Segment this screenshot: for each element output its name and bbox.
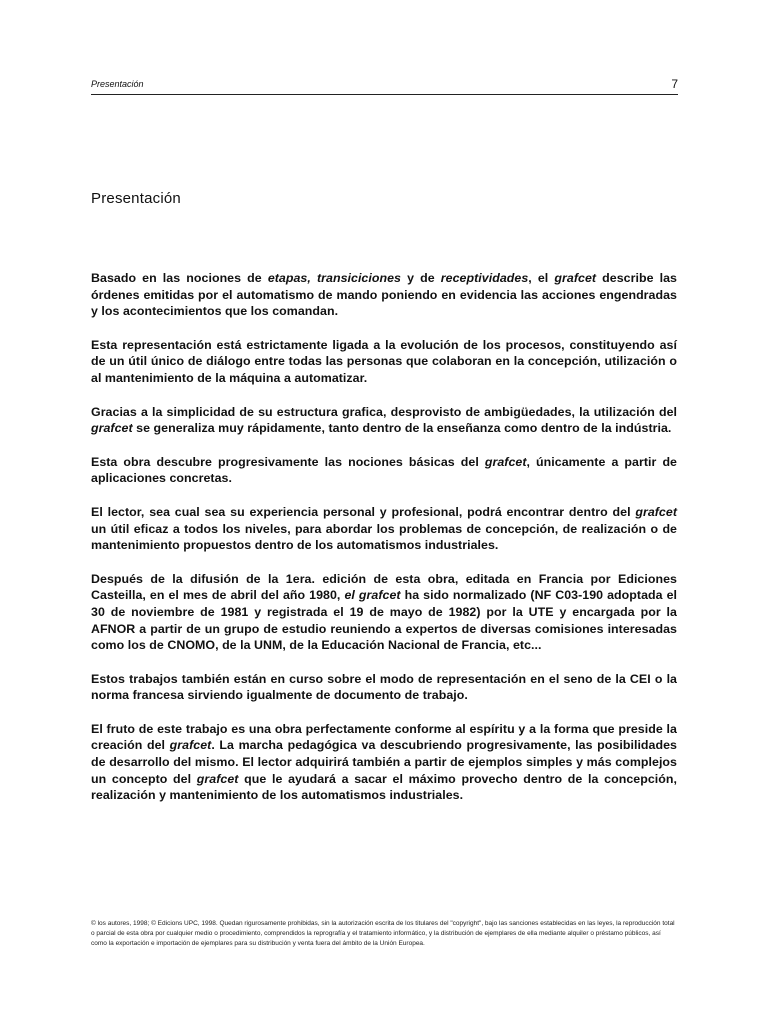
text-run: , el xyxy=(528,271,555,285)
text-run: ha sido normalizado (NF C03-190 adoptada el 30 de noviembre de 1981 y registrada el 19 de mayo de 1982) por la UTE y encargada por la AFNOR a partir de un grupo de estudio reuniendo a expertos de diversas comisiones interesadas como los de CNOMO, de la UNM, de la Educación Nacional de Francia, etc... xyxy=(91,588,678,653)
text-run: Esta obra descubre progresivamente las nociones básicas del xyxy=(91,454,485,469)
paragraph xyxy=(91,404,677,437)
section-title: Presentación xyxy=(91,190,181,207)
paragraph xyxy=(91,571,677,654)
text-run: Después de la difusión de la 1era. edición de esta obra, editada en Francia por Ediciones Casteilla, en el mes de abril del año 1980, xyxy=(91,571,677,603)
text-run: Basado en las nociones de xyxy=(91,271,268,285)
text-run: Gracias a la simplicidad de su estructura grafica, desprovisto de ambigüedades, la utilización del xyxy=(91,404,677,419)
copyright-footer: © los autores, 1998; © Edicions UPC, 1998. Quedan rigurosamente prohibidas, sin la autorización escrita de los titulares del "copyright", bajo las sanciones establecidas en las leyes, la reproducción total o parcial de esta obra por cualquier medio o procedimiento, comprendidos la reprografía y el tratamiento informático, y la distribución de ejemplares de ella mediante alquiler o préstamo públicos, así como la exportación e importación de ejemplares para su distribución y venta fuera del ámbito de la Unión Europea. xyxy=(91,920,675,948)
text-run: Esta representación está estrictamente ligada a la evolución de los procesos, constituyendo así de un útil único de diálogo entre todas las personas que colaboran en la concepción, utilización o al mantenimiento de la máquina a automatizar. xyxy=(91,337,677,385)
text-run: y de xyxy=(401,271,441,285)
italic-term: grafcet xyxy=(635,504,677,519)
text-run: se generaliza muy rápidamente, tanto dentro de la enseñanza como dentro de la indústria. xyxy=(132,421,672,436)
paragraph xyxy=(91,721,677,804)
italic-term: el grafcet xyxy=(344,588,401,603)
italic-term: grafcet xyxy=(91,421,133,436)
paragraph xyxy=(91,270,677,320)
text-run: , únicamente a partir de aplicaciones concretas. xyxy=(91,454,678,486)
italic-term: grafcet xyxy=(196,771,239,786)
running-title: Presentación xyxy=(91,79,144,89)
paragraph xyxy=(91,454,677,487)
text-run: El fruto de este trabajo es una obra perfectamente conforme al espíritu y a la forma que preside la creación del xyxy=(91,721,677,753)
text-run: Estos trabajos también están en curso sobre el modo de representación en el seno de la CEI o la norma francesa sirviendo igualmente de documento de trabajo. xyxy=(91,671,677,703)
paragraph xyxy=(91,337,677,387)
body-text xyxy=(91,270,677,821)
text-run: . La marcha pedagógica va descubriendo progresivamente, las posibilidades de desarrollo del mismo. El lector adquirirá también a partir de ejemplos simples y más complejos un concepto del xyxy=(91,738,677,786)
page-number: 7 xyxy=(671,77,678,91)
italic-term: grafcet xyxy=(484,454,527,469)
italic-term: etapas, transiciciones xyxy=(267,271,401,285)
text-run: que le ayudará a sacar el máximo provecho dentro de la concepción, realización y mantenimiento de los automatismos industriales. xyxy=(91,771,677,803)
text-run: El lector, sea cual sea su experiencia personal y profesional, podrá encontrar dentro del xyxy=(91,504,636,519)
text-run: un útil eficaz a todos los niveles, para abordar los problemas de concepción, de realización o de mantenimiento propuestos dentro de los automatismos industriales. xyxy=(91,521,677,553)
italic-term: receptividades xyxy=(440,271,529,285)
italic-term: grafcet xyxy=(169,738,212,753)
paragraph xyxy=(91,504,677,554)
running-header xyxy=(91,78,678,95)
text-run: describe las órdenes emitidas por el automatismo de mando poniendo en evidencia las acciones engendradas y los acontecimientos que los comandan. xyxy=(91,271,677,319)
paragraph xyxy=(91,671,677,704)
italic-term: grafcet xyxy=(554,271,597,285)
